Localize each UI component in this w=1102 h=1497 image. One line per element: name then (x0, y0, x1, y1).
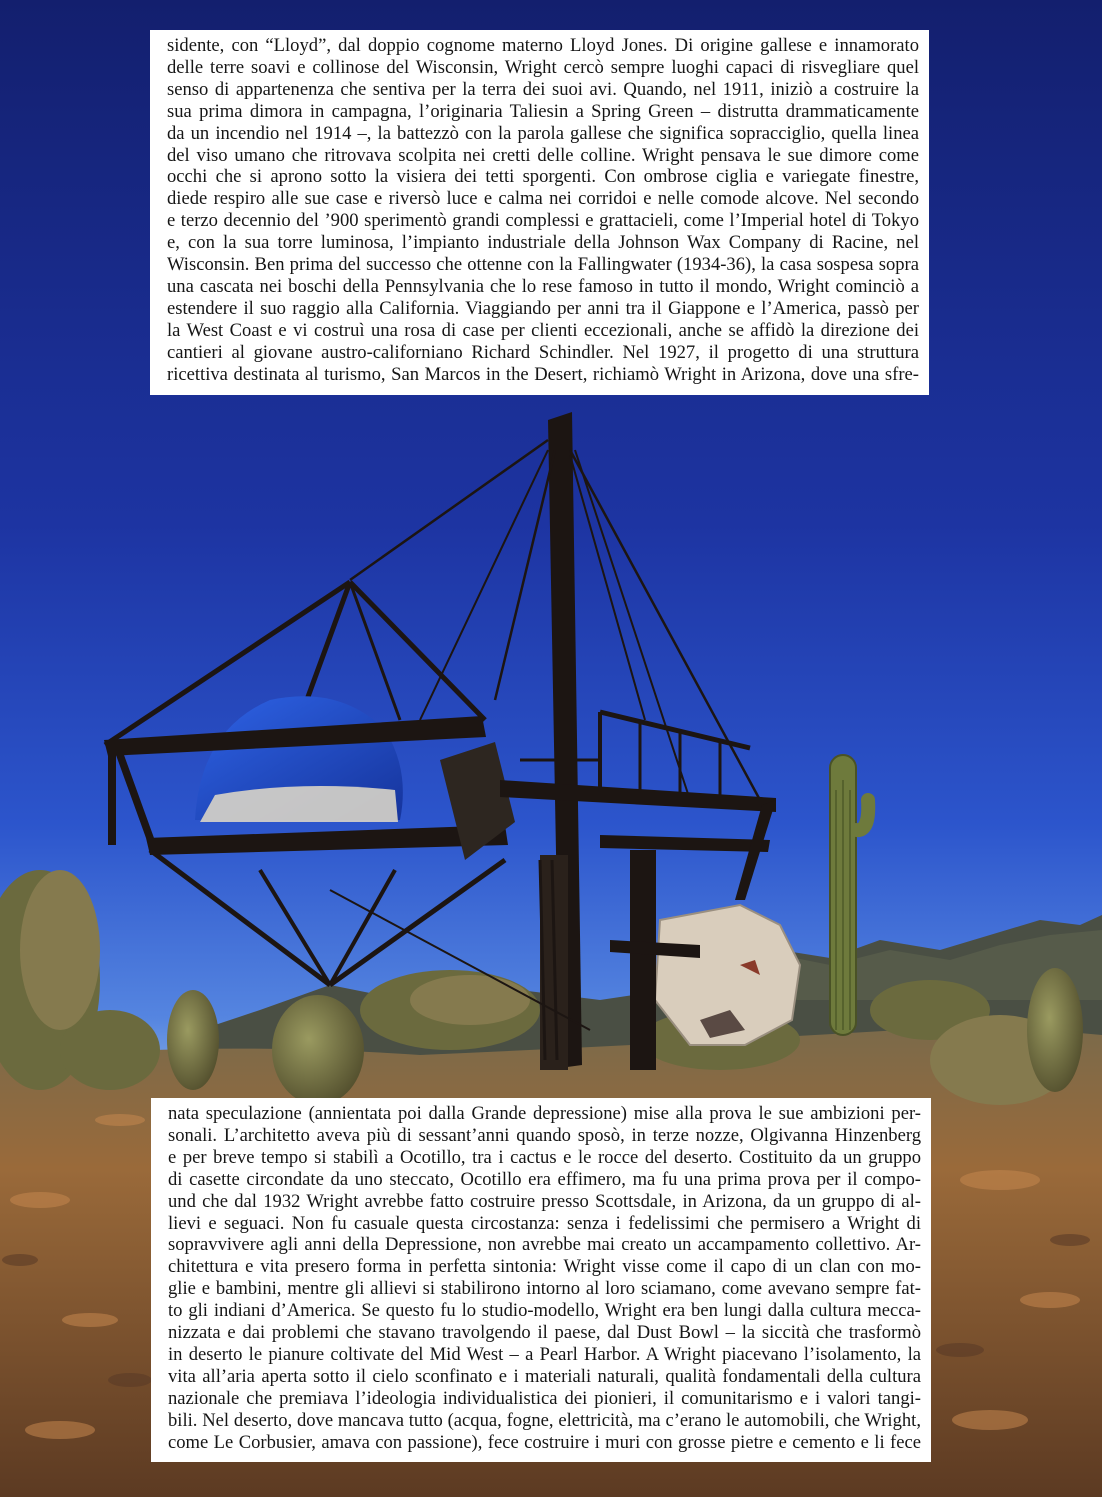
text-line: in deserto le pianure coltivate del Mid West – a Pearl Harbor. A Wright piacevano l’isolamento, la (168, 1343, 921, 1365)
barrel-cactus (1027, 968, 1083, 1092)
text-line: sidente, con “Lloyd”, dal doppio cognome materno Lloyd Jones. Di origine gallese e innamorato (167, 35, 919, 56)
text-line: chitettura e vita presero forma in perfetta sintonia: Wright visse come il capo di un clan con mo- (168, 1256, 921, 1278)
text-line: Wisconsin. Ben prima del successo che ottenne con la Fallingwater (1934-36), la casa sospesa sopra (167, 254, 919, 276)
text-line: di casette circondate da uno steccato, Ocotillo era effimero, ma fu una prima prova per il compo- (168, 1168, 921, 1190)
text-line: e per breve tempo si stabilì a Ocotillo, tra i cactus e le rocce del deserto. Costituito da un gruppo (168, 1146, 921, 1168)
article-text-bottom (151, 1098, 931, 1462)
text-line: la West Coast e vi costruì una rosa di case per clienti eccezionali, anche se affidò la direzione dei (167, 319, 919, 341)
text-line: lievi e seguaci. Non fu casuale questa circostanza: senza i fedelissimi che permisero a Wright di (168, 1212, 921, 1234)
article-text-top (150, 30, 929, 395)
text-line: come Le Corbusier, amava con passione), fece costruire i muri con grosse pietre e cemento e li fece (168, 1431, 921, 1453)
text-line: sopravvivere agli anni della Depressione, non avrebbe mai creato un accampamento collettivo. Ar- (168, 1234, 921, 1256)
text-line: bili. Nel deserto, dove mancava tutto (acqua, fogne, elettricità, ma c’erano le automobili, che Wright, (168, 1409, 921, 1431)
text-line: vita all’aria aperta sotto il cielo sconfinato e i materiali naturali, qualità fondamentali della cultura (168, 1365, 921, 1387)
text-line: del viso umano che ritrovava scolpita nei cretti delle colline. Wright pensava le sue dimore come (167, 144, 919, 166)
text-line: e, con la sua torre luminosa, l’impianto industriale della Johnson Wax Company di Racine, nel (167, 232, 919, 254)
text-line: to gli indiani d’America. Se questo fu lo studio-modello, Wright era ben lungi dalla cultura mecca- (168, 1300, 921, 1322)
barrel-cactus (272, 995, 364, 1105)
text-line: diede respiro alle sue case e riversò luce e calma nei corridoi e nelle comode alcove. Nel secondo (167, 188, 919, 210)
text-line: und che dal 1932 Wright avrebbe fatto costruire presso Scottsdale, in Arizona, da un gruppo di al- (168, 1190, 921, 1212)
text-line: sua prima dimora in campagna, l’originaria Taliesin a Spring Green – distrutta drammaticamente (167, 100, 919, 122)
text-line: occhi che si aprono sotto la visiera dei tetti sporgenti. Con ombrose ciglia e variegate finestre, (167, 166, 919, 188)
text-line: una cascata nei boschi della Pennsylvania che lo rese famoso in tutto il mondo, Wright cominciò a (167, 275, 919, 297)
text-line: estendere il suo raggio alla California. Viaggiando per anni tra il Giappone e l’America, passò per (167, 297, 919, 319)
text-line: sonali. L’architetto aveva più di sessant’anni quando sposò, in terze nozze, Olgivanna Hinzenberg (168, 1124, 921, 1146)
barrel-cactus (167, 990, 219, 1090)
text-line: ricettiva destinata al turismo, San Marcos in the Desert, richiamò Wright in Arizona, dove una sfre- (167, 363, 919, 385)
text-line: delle terre soavi e collinose del Wisconsin, Wright cercò sempre luoghi capaci di risvegliare quel (167, 56, 919, 78)
text-line: nazionale che premiava l’ideologia individualistica dei pionieri, il comunitarismo e i valori tangi- (168, 1387, 921, 1409)
text-line: e terzo decennio del ’900 sperimentò grandi complessi e grattacieli, come l’Imperial hotel di Tokyo (167, 210, 919, 232)
text-line: nizzata e dai problemi che stavano travolgendo il paese, dal Dust Bowl – la siccità che trasformò (168, 1322, 921, 1344)
text-line: da un incendio nel 1914 –, la battezzò con la parola gallese che significa sopracciglio, quella linea (167, 122, 919, 144)
text-line: cantieri al giovane austro-californiano Richard Schindler. Nel 1927, il progetto di una struttura (167, 341, 919, 363)
text-line: senso di appartenenza che sentiva per la terra dei suoi avi. Quando, nel 1911, iniziò a costruire la (167, 78, 919, 100)
text-line: nata speculazione (annientata poi dalla Grande depressione) mise alla prova le sue ambizioni per- (168, 1103, 921, 1124)
text-line: glie e bambini, mentre gli allievi si stabilirono intorno al loro sciamano, come avevano sempre fat- (168, 1278, 921, 1300)
